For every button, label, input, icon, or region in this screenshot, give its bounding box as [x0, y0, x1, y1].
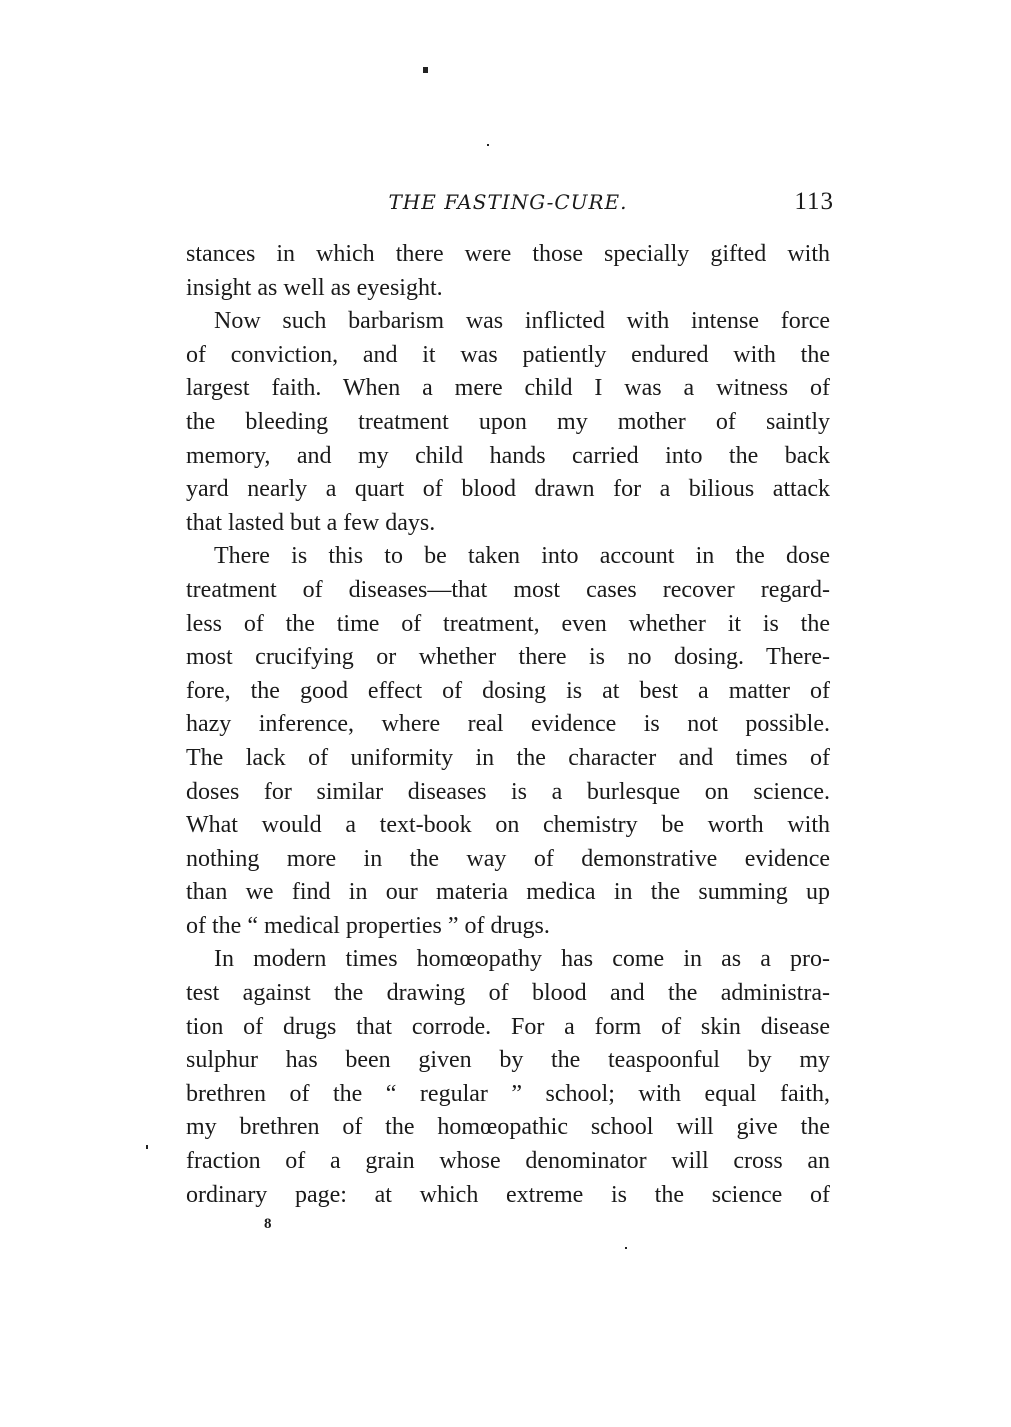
running-title: THE FASTING-CURE. [388, 190, 628, 214]
text-line: ordinary page: at which extreme is the science of [186, 1181, 830, 1208]
text-line: that lasted but a few days. [186, 509, 436, 536]
running-head [186, 188, 834, 222]
text-line: fore, the good effect of dosing is at best a matter of [186, 677, 830, 704]
print-speck [423, 67, 428, 73]
print-speck [146, 1145, 148, 1149]
text-line: of conviction, and it was patiently endured with the [186, 341, 830, 368]
text-line: There is this to be taken into account in the dose [214, 543, 830, 570]
text-line: doses for similar diseases is a burlesque on science. [186, 778, 830, 805]
text-line: fraction of a grain whose denominator will cross an [186, 1148, 830, 1175]
text-line: hazy inference, where real evidence is not possible. [186, 711, 830, 738]
text-line: In modern times homœopathy has come in as a pro- [214, 946, 830, 973]
text-line: my brethren of the homœopathic school will give the [186, 1114, 830, 1141]
text-line: memory, and my child hands carried into the back [186, 442, 830, 469]
text-line: sulphur has been given by the teaspoonful by my [186, 1047, 830, 1074]
text-line: treatment of diseases—that most cases recover regard- [186, 576, 830, 603]
text-line: Now such barbarism was inflicted with intense force [214, 308, 830, 335]
signature-mark: 8 [264, 1216, 272, 1232]
text-line: The lack of uniformity in the character and times of [186, 744, 830, 771]
text-line: the bleeding treatment upon my mother of saintly [186, 408, 830, 435]
text-line: less of the time of treatment, even whether it is the [186, 610, 830, 637]
text-line: test against the drawing of blood and the administra- [186, 980, 830, 1007]
text-line: most crucifying or whether there is no dosing. There- [186, 644, 830, 671]
text-line: yard nearly a quart of blood drawn for a bilious attack [186, 476, 830, 503]
text-line: of the “ medical properties ” of drugs. [186, 912, 550, 939]
text-line: stances in which there were those specially gifted with [186, 241, 830, 267]
print-speck [487, 144, 489, 146]
text-line: brethren of the “ regular ” school; with equal faith, [186, 1080, 830, 1107]
print-speck [625, 1247, 627, 1249]
body-text [186, 238, 830, 1212]
text-line: tion of drugs that corrode. For a form of skin disease [186, 1013, 830, 1040]
text-line: What would a text-book on chemistry be worth with [186, 812, 830, 839]
text-line: largest faith. When a mere child I was a witness of [186, 375, 830, 402]
page-number: 113 [794, 188, 834, 215]
text-line: insight as well as eyesight. [186, 274, 443, 301]
text-line: than we find in our materia medica in the summing up [186, 879, 830, 906]
text-line: nothing more in the way of demonstrative evidence [186, 845, 830, 872]
